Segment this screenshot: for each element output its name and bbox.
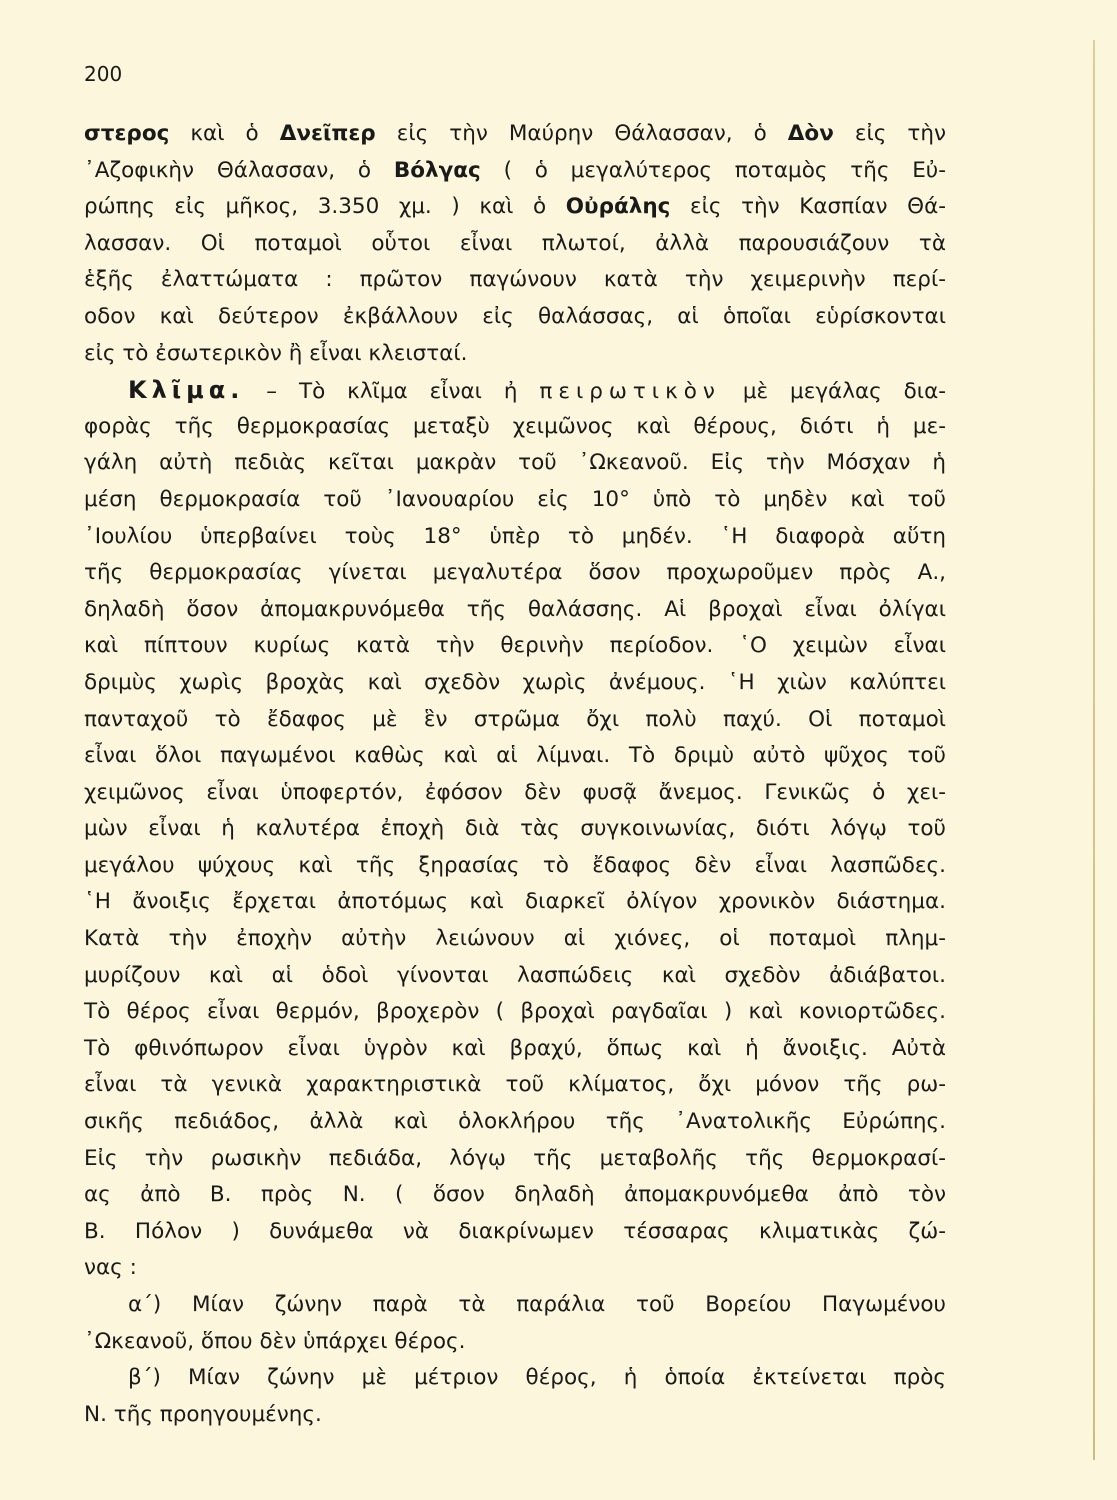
text-line (84, 628, 946, 665)
text-line (84, 1287, 946, 1324)
text-line (84, 1177, 946, 1214)
text-run: εἶναι τὰ γενικὰ χαρακτηριστικὰ τοῦ κλίματος, ὄχι μόνον τῆς ρω- (84, 1072, 946, 1098)
text-run: ᾿Αζοφικὴν Θάλασσαν, ὁ (84, 157, 394, 183)
text-run: λασσαν. Οἱ ποταμοὶ οὗτοι εἶναι πλωτοί, ἀλλὰ παρουσιάζουν τὰ (84, 230, 946, 256)
bold-term: Οὐράλης (565, 194, 671, 220)
body-text (84, 116, 946, 1433)
text-line (84, 1397, 946, 1434)
text-line (84, 336, 946, 373)
text-run: εἰς τὴν Κασπίαν Θά- (670, 194, 946, 220)
text-line (84, 1031, 946, 1068)
text-line (84, 1324, 946, 1361)
bold-term: στερος (84, 121, 170, 146)
text-line (84, 1104, 946, 1141)
text-line (84, 153, 946, 190)
text-run: ρώπης εἰς μῆκος, 3.350 χμ. ) καὶ ὁ (84, 194, 566, 220)
text-run: πειρωτικὸν (539, 379, 721, 405)
text-line (84, 482, 946, 519)
text-run: μέση θερμοκρασία τοῦ ᾿Ιανουαρίου εἰς 10° ὑπὸ τὸ μηδὲν καὶ τοῦ (84, 486, 946, 512)
text-run: εἰς τὴν (833, 121, 947, 146)
text-line (84, 775, 946, 812)
text-run: οδον καὶ δεύτερον ἐκβάλλουν εἰς θαλάσσας, αἱ ὁποῖαι εὑρίσκονται (84, 303, 946, 329)
text-line (84, 519, 946, 556)
text-line (84, 921, 946, 958)
bold-term: Κλῖμα. (128, 376, 245, 405)
text-run: Β. Πόλον ) δυνάμεθα νὰ διακρίνωμεν τέσσαρας κλιματικὰς ζώ- (84, 1218, 946, 1244)
text-run: Κατὰ τὴν ἐποχὴν αὐτὴν λειώνουν αἱ χιόνες, οἱ ποταμοὶ πλημ- (84, 926, 946, 952)
text-run: εἶναι ὅλοι παγωμένοι καθὼς καὶ αἱ λίμναι. Τὸ δριμὺ αὐτὸ ψῦχος τοῦ (84, 743, 946, 769)
text-line (84, 555, 946, 592)
text-run: Ν. τῆς προηγουμένης. (84, 1401, 322, 1427)
text-line (84, 372, 946, 409)
text-line (84, 445, 946, 482)
text-run: β΄) Μίαν ζώνην μὲ μέτριον θέρος, ἡ ὁποία ἐκτείνεται πρὸς (128, 1365, 946, 1391)
text-run: καὶ πίπτουν κυρίως κατὰ τὴν θερινὴν περίοδον. ῾Ο χειμὼν εἶναι (84, 633, 946, 659)
bold-term: Δὸν (787, 121, 834, 146)
text-run: χειμῶνος εἶναι ὑποφερτόν, ἐφόσον δὲν φυσᾷ ἄνεμος. Γενικῶς ὁ χει- (84, 779, 946, 805)
text-run: νας : (84, 1255, 137, 1281)
text-run: τῆς θερμοκρασίας γίνεται μεγαλυτέρα ὅσον προχωροῦμεν πρὸς Α., (84, 560, 946, 586)
text-line (84, 592, 946, 629)
text-run: ας ἀπὸ Β. πρὸς Ν. ( ὅσον δηλαδὴ ἀπομακρυνόμεθα ἀπὸ τὸν (84, 1182, 946, 1208)
text-run: γάλη αὐτὴ πεδιὰς κεῖται μακρὰν τοῦ ᾿Ωκεανοῦ. Εἰς τὴν Μόσχαν ἡ (84, 450, 946, 476)
text-run: Τὸ θέρος εἶναι θερμόν, βροχερὸν ( βροχαὶ ραγδαῖαι ) καὶ κονιορτῶδες. (84, 999, 946, 1025)
text-run: μὼν εἶναι ἡ καλυτέρα ἐποχὴ διὰ τὰς συγκοινωνίας, διότι λόγῳ τοῦ (84, 816, 946, 842)
text-run: Τὸ φθινόπωρον εἶναι ὑγρὸν καὶ βραχύ, ὅπως καὶ ἡ ἄνοιξις. Αὐτὰ (84, 1035, 946, 1061)
text-line (84, 262, 946, 299)
text-run: – Τὸ κλῖμα εἶναι ἠ (244, 379, 540, 405)
text-line (84, 811, 946, 848)
text-line (84, 738, 946, 775)
text-line (84, 1250, 946, 1287)
text-line (84, 994, 946, 1031)
text-line (84, 116, 946, 153)
text-run: δριμὺς χωρὶς βροχὰς καὶ σχεδὸν χωρὶς ἀνέμους. ῾Η χιὼν καλύπτει (84, 669, 946, 695)
text-run: μὲ μεγάλας δια- (720, 379, 947, 405)
page-number: 200 (84, 62, 123, 86)
bold-term: Βόλγας (393, 157, 481, 183)
text-line (84, 958, 946, 995)
text-line (84, 1214, 946, 1251)
text-line (84, 409, 946, 446)
text-line (84, 1360, 946, 1397)
text-run: Εἰς τὴν ρωσικὴν πεδιάδα, λόγῳ τῆς μεταβολῆς τῆς θερμοκρασί- (84, 1145, 946, 1171)
page-edge-line (1093, 40, 1095, 1460)
text-line (84, 1067, 946, 1104)
text-run: σικῆς πεδιάδος, ἀλλὰ καὶ ὁλοκλήρου τῆς ᾿Ανατολικῆς Εὐρώπης. (84, 1109, 946, 1135)
text-run: ᾿Ωκεανοῦ, ὅπου δὲν ὑπάρχει θέρος. (84, 1328, 466, 1354)
text-run: φορὰς τῆς θερμοκρασίας μεταξὺ χειμῶνος καὶ θέρους, διότι ἡ με- (84, 413, 946, 439)
bold-term: Δνεῖπερ (279, 121, 376, 146)
text-run: ( ὁ μεγαλύτερος ποταμὸς τῆς Εὐ- (480, 157, 947, 183)
text-run: εἰς τὴν Μαύρην Θάλασσαν, ὁ (375, 121, 788, 146)
text-run: α΄) Μίαν ζώνην παρὰ τὰ παράλια τοῦ Βορείου Παγωμένου (128, 1292, 946, 1317)
text-run: πανταχοῦ τὸ ἔδαφος μὲ ἓν στρῶμα ὄχι πολὺ παχύ. Οἱ ποταμοὶ (84, 706, 946, 732)
text-run: καὶ ὁ (169, 121, 280, 146)
text-run: δηλαδὴ ὅσον ἀπομακρυνόμεθα τῆς θαλάσσης. Αἱ βροχαὶ εἶναι ὀλίγαι (84, 596, 946, 622)
text-line (84, 299, 946, 336)
text-run: ῾Η ἄνοιξις ἔρχεται ἀποτόμως καὶ διαρκεῖ ὀλίγον χρονικὸν διάστημα. (84, 889, 946, 915)
text-run: εἰς τὸ ἐσωτερικὸν ἢ εἶναι κλεισταί. (84, 340, 468, 366)
text-run: μυρίζουν καὶ αἱ ὁδοὶ γίνονται λασπώδεις καὶ σχεδὸν ἀδιάβατοι. (84, 962, 946, 988)
text-run: ἑξῆς ἐλαττώματα : πρῶτον παγώνουν κατὰ τὴν χειμερινὴν περί- (84, 267, 946, 293)
text-line (84, 702, 946, 739)
text-line (84, 665, 946, 702)
text-line (84, 189, 946, 226)
text-run: μεγάλου ψύχους καὶ τῆς ξηρασίας τὸ ἔδαφος δὲν εἶναι λασπῶδες. (84, 852, 946, 878)
text-line (84, 1141, 946, 1178)
text-line (84, 848, 946, 885)
text-line (84, 884, 946, 921)
text-run: ᾿Ιουλίου ὑπερβαίνει τοὺς 18° ὑπὲρ τὸ μηδέν. ῾Η διαφορὰ αὕτη (84, 523, 946, 549)
text-line (84, 226, 946, 263)
